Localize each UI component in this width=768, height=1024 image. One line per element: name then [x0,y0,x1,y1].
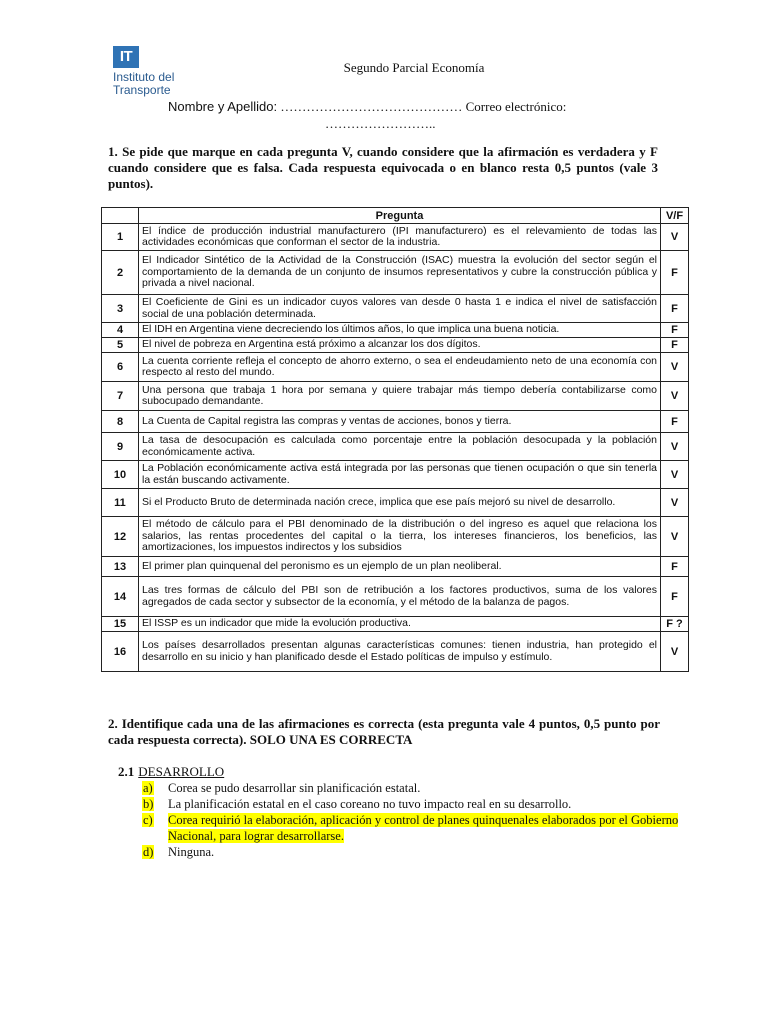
row-number: 16 [102,632,139,672]
option-text-wrap [168,812,682,844]
option-item [142,844,682,860]
row-number: 2 [102,251,139,295]
option-item [142,796,682,812]
row-answer[interactable]: F [661,251,689,295]
table-row [102,411,689,433]
row-statement: El ISSP es un indicador que mide la evolución productiva. [139,617,661,632]
table-row [102,617,689,632]
header-number [102,208,139,224]
option-letter-text: a) [143,781,153,795]
row-number: 3 [102,295,139,323]
table-row [102,557,689,577]
row-statement: La Población económicamente activa está integrada por las personas que tienen ocupación o que sin tenerla la están buscando activamente. [139,461,661,489]
row-answer[interactable]: V [661,224,689,251]
table-row [102,489,689,517]
option-letter-text: b) [143,797,154,811]
table-row [102,323,689,338]
option-letter-text: c) [143,813,153,827]
header-question: Pregunta [139,208,661,224]
true-false-table [101,207,689,672]
question-2-text: 2. Identifique cada una de las afirmaciones es correcta (esta pregunta vale 4 puntos, 0,5 punto por cada respuesta correcta). SOLO UNA ES CORRECTA [108,716,660,747]
row-answer[interactable]: F ? [661,617,689,632]
row-statement: La cuenta corriente refleja el concepto de ahorro externo, o sea el endeudamiento neto de una economía con respecto al resto del mundo. [139,353,661,382]
option-text: Ninguna. [168,845,215,859]
row-number: 6 [102,353,139,382]
table-row [102,251,689,295]
row-answer[interactable]: V [661,461,689,489]
table-body [102,224,689,672]
row-number: 1 [102,224,139,251]
row-statement: Una persona que trabaja 1 hora por semana y quiere trabajar más tiempo debería contabilizarse como subocupado demandante. [139,382,661,411]
name-label: Nombre y Apellido: [168,99,278,114]
row-number: 11 [102,489,139,517]
table-row [102,461,689,489]
table-row [102,224,689,251]
row-number: 10 [102,461,139,489]
row-number: 8 [102,411,139,433]
row-answer[interactable]: F [661,295,689,323]
row-statement: El IDH en Argentina viene decreciendo los últimos años, lo que implica una buena noticia. [139,323,661,338]
row-answer[interactable]: F [661,411,689,433]
row-answer[interactable]: F [661,323,689,338]
row-answer[interactable]: F [661,338,689,353]
table-row [102,353,689,382]
table-row [102,295,689,323]
row-statement: Si el Producto Bruto de determinada nación crece, implica que ese país mejoró su nivel de desarrollo. [139,489,661,517]
row-statement: La tasa de desocupación es calculada como porcentaje entre la población desocupada y la población económicamente activa. [139,433,661,461]
row-answer[interactable]: V [661,433,689,461]
table-row [102,517,689,557]
option-letter-text: d) [143,845,154,859]
section-2-1-heading [118,764,224,780]
row-number: 15 [102,617,139,632]
row-answer[interactable]: V [661,632,689,672]
section-number: 2.1 [118,764,135,779]
table-header-row [102,208,689,224]
row-number: 12 [102,517,139,557]
logo-line2: Transporte [113,83,171,97]
option-letter [142,844,168,860]
row-number: 7 [102,382,139,411]
document-title: Segundo Parcial Economía [343,60,485,75]
table-row [102,632,689,672]
email-label: Correo electrónico: [465,99,567,114]
logo-mark: IT [113,46,139,68]
option-text-wrap [168,844,682,860]
row-number: 14 [102,577,139,617]
option-item [142,780,682,796]
option-letter [142,796,168,812]
row-statement: El Coeficiente de Gini es un indicador cuyos valores van desde 0 hasta 1 e indica el nivel de satisfacción social de una población determinada. [139,295,661,323]
row-answer[interactable]: V [661,517,689,557]
option-letter [142,780,168,796]
student-name-line [168,98,638,115]
option-letter [142,812,168,828]
row-statement: El primer plan quinquenal del peronismo es un ejemplo de un plan neoliberal. [139,557,661,577]
table-row [102,382,689,411]
row-number: 9 [102,433,139,461]
option-item [142,812,682,844]
option-text-wrap [168,780,682,796]
row-answer[interactable]: F [661,557,689,577]
row-answer[interactable]: V [661,353,689,382]
row-statement: La Cuenta de Capital registra las compras y ventas de acciones, bonos y tierra. [139,411,661,433]
section-title: DESARROLLO [138,764,225,779]
row-number: 5 [102,338,139,353]
row-answer[interactable]: V [661,382,689,411]
option-text-wrap [168,796,682,812]
option-text: Corea requirió la elaboración, aplicación y control de planes quinquenales elaborados por el Gobierno Nacional, para lograr desarrollarse. [168,813,679,843]
row-statement: El Indicador Sintético de la Actividad de la Construcción (ISAC) muestra la evolución del sector según el comportamiento de la demanda de un conjunto de insumos representativos y cubre la construcción pública y privada a nivel nacional. [139,251,661,295]
name-blank[interactable]: …………………………………… [277,99,466,114]
row-statement: El nivel de pobreza en Argentina está próximo a alcanzar los dos dígitos. [139,338,661,353]
row-statement: Los países desarrollados presentan algunas características comunes: tienen industria, han protegido el desarrollo en su inicio y han planificado desde el Estado políticas de impulso y estímulo. [139,632,661,672]
email-blank[interactable]: …………………….. [325,116,436,131]
row-number: 13 [102,557,139,577]
row-answer[interactable]: F [661,577,689,617]
header-vf: V/F [661,208,689,224]
row-statement: Las tres formas de cálculo del PBI son de retribución a los factores productivos, suma de los valores agregados de cada sector y subsector de la economía, y el método de la balanza de pagos. [139,577,661,617]
row-statement: El índice de producción industrial manufacturero (IPI manufacturero) es el relevamiento de todas las actividades económicas que conforman el sector de la industria. [139,224,661,251]
table-row [102,338,689,353]
question-1-text: 1. Se pide que marque en cada pregunta V, cuando considere que la afirmación es verdadera y F cuando considere que es falsa. Cada respuesta equivocada o en blanco resta 0,5 puntos (vale 3 puntos). [108,144,658,191]
table-row [102,433,689,461]
option-text: Corea se pudo desarrollar sin planificación estatal. [168,781,421,795]
table-row [102,577,689,617]
option-text: La planificación estatal en el caso coreano no tuvo impacto real en su desarrollo. [168,797,572,811]
row-number: 4 [102,323,139,338]
row-statement: El método de cálculo para el PBI denominado de la distribución o del ingreso es aquel que relaciona los salarios, las rentas procedentes del capital o la tierra, los intereses financieros, los beneficios, las amortizaciones, los impuestos indirectos y los subsidios [139,517,661,557]
logo-line1: Instituto del [113,70,175,84]
row-answer[interactable]: V [661,489,689,517]
section-2-1-options [142,780,682,860]
